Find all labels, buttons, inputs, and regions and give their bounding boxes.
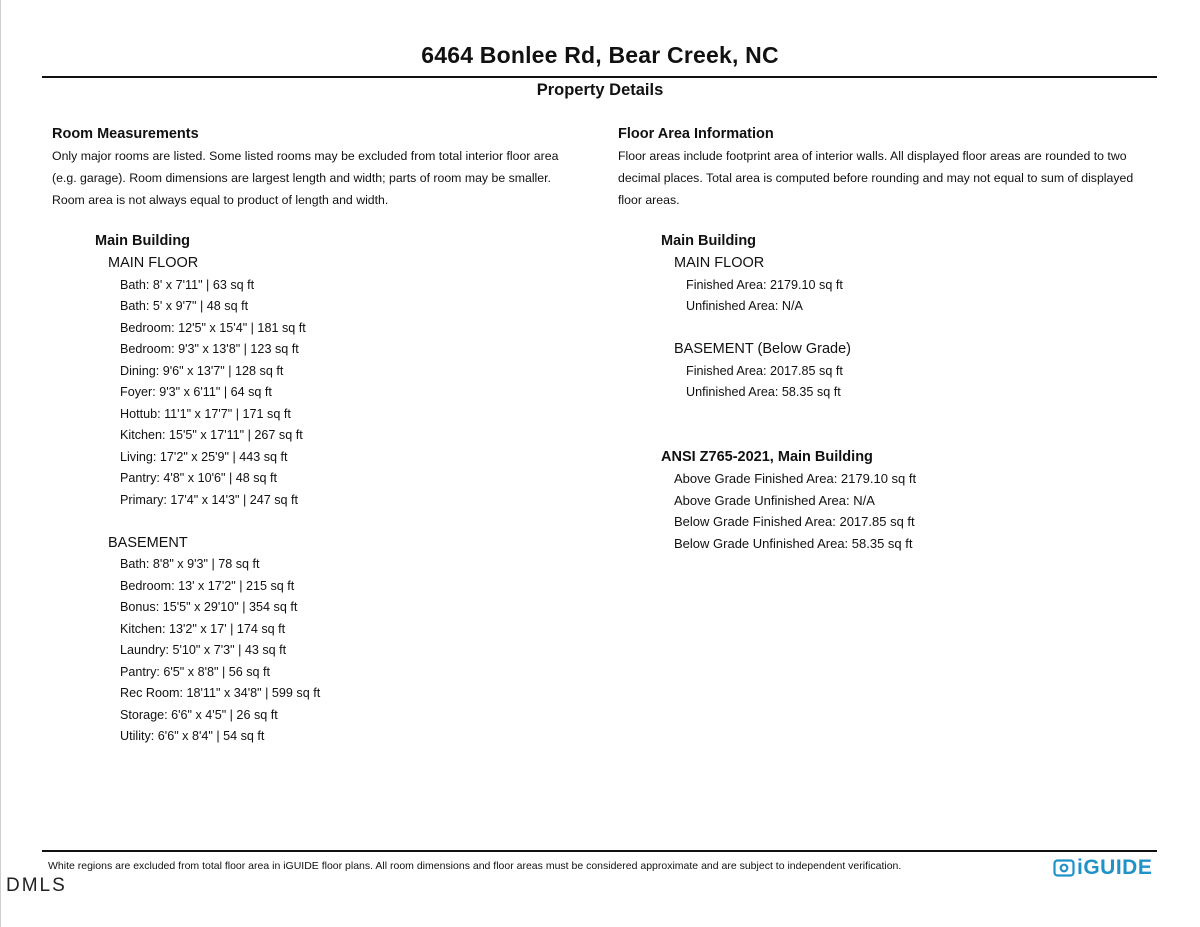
area-unfinished: Unfinished Area: 58.35 sq ft <box>686 385 841 400</box>
page-edge <box>0 0 1 927</box>
footer-divider <box>42 850 1157 852</box>
room-item: Bath: 8' x 7'11" | 63 sq ft <box>120 277 255 292</box>
page-title: 6464 Bonlee Rd, Bear Creek, NC <box>421 42 779 68</box>
room-item: Bedroom: 12'5" x 15'4" | 181 sq ft <box>120 320 306 335</box>
room-item: Bedroom: 13' x 17'2" | 215 sq ft <box>120 578 295 593</box>
ansi-heading: ANSI Z765-2021, Main Building <box>661 448 873 465</box>
room-item: Pantry: 6'5" x 8'8" | 56 sq ft <box>120 664 271 679</box>
spacer <box>618 318 1163 340</box>
room-item: Dining: 9'6" x 13'7" | 128 sq ft <box>120 363 284 378</box>
footer-disclaimer: White regions are excluded from total floor area in iGUIDE floor plans. All room dimensions and floor areas must be considered approximate and are subject to independent verification. <box>48 860 902 872</box>
room-item: Storage: 6'6" x 4'5" | 26 sq ft <box>120 707 278 722</box>
room-item: Pantry: 4'8" x 10'6" | 48 sq ft <box>120 471 278 486</box>
room-item: Primary: 17'4" x 14'3" | 247 sq ft <box>120 492 299 507</box>
iguide-logo-icon <box>1053 857 1075 879</box>
note-line: Room area is not always equal to product of length and width. <box>52 192 389 207</box>
floor-area-note <box>618 146 1163 211</box>
floor-area-section <box>618 125 1163 555</box>
brand-logo <box>1053 856 1152 880</box>
title-divider <box>42 76 1157 78</box>
floor-area-heading: Floor Area Information <box>618 126 774 142</box>
room-item: Kitchen: 15'5" x 17'11" | 267 sq ft <box>120 428 303 443</box>
area-finished: Finished Area: 2017.85 sq ft <box>686 363 843 378</box>
mls-watermark: DMLS <box>6 875 67 896</box>
note-line: (e.g. garage). Room dimensions are largest length and width; parts of room may be smaller. <box>52 170 551 185</box>
room-item: Bedroom: 9'3" x 13'8" | 123 sq ft <box>120 342 299 357</box>
room-tree <box>52 231 592 747</box>
room-measurements-heading: Room Measurements <box>52 126 199 142</box>
room-item: Living: 17'2" x 25'9" | 443 sq ft <box>120 449 288 464</box>
room-item: Bath: 5' x 9'7" | 48 sq ft <box>120 299 249 314</box>
room-item: Laundry: 5'10" x 7'3" | 43 sq ft <box>120 643 287 658</box>
room-item: Rec Room: 18'11" x 34'8" | 599 sq ft <box>120 686 321 701</box>
ansi-line: Below Grade Finished Area: 2017.85 sq ft <box>674 514 915 530</box>
note-line: Floor areas include footprint area of interior walls. All displayed floor areas are rounded to two <box>618 149 1127 163</box>
floor-label-basement: BASEMENT (Below Grade) <box>674 341 852 358</box>
area-finished: Finished Area: 2179.10 sq ft <box>686 277 843 292</box>
ansi-line: Above Grade Unfinished Area: N/A <box>674 492 875 508</box>
ansi-line: Above Grade Finished Area: 2179.10 sq ft <box>674 471 917 487</box>
room-item: Kitchen: 13'2" x 17' | 174 sq ft <box>120 621 286 636</box>
floor-label-main: MAIN FLOOR <box>108 254 199 271</box>
note-line: Only major rooms are listed. Some listed rooms may be excluded from total interior floor area <box>52 149 559 163</box>
area-tree <box>618 231 1163 554</box>
note-line: decimal places. Total area is computed before rounding and may not equal to sum of displayed <box>618 170 1134 185</box>
spacer <box>52 511 592 533</box>
building-label: Main Building <box>661 233 757 250</box>
ansi-line: Below Grade Unfinished Area: 58.35 sq ft <box>674 536 913 552</box>
area-unfinished: Unfinished Area: N/A <box>686 299 803 314</box>
brand-name: iGUIDE <box>1077 856 1153 879</box>
spacer <box>618 404 1163 447</box>
room-measurements-note <box>52 146 592 211</box>
floor-label-basement: BASEMENT <box>108 534 188 551</box>
room-item: Hottub: 11'1" x 17'7" | 171 sq ft <box>120 406 291 421</box>
room-item: Utility: 6'6" x 8'4" | 54 sq ft <box>120 729 265 744</box>
room-item: Bath: 8'8" x 9'3" | 78 sq ft <box>120 557 260 572</box>
page-subtitle: Property Details <box>536 81 664 99</box>
room-item: Bonus: 15'5" x 29'10" | 354 sq ft <box>120 600 298 615</box>
building-label: Main Building <box>95 233 191 250</box>
floor-label-main: MAIN FLOOR <box>674 254 765 271</box>
room-item: Foyer: 9'3" x 6'11" | 64 sq ft <box>120 385 272 400</box>
note-line: floor areas. <box>618 192 680 207</box>
room-measurements-section <box>52 125 592 748</box>
